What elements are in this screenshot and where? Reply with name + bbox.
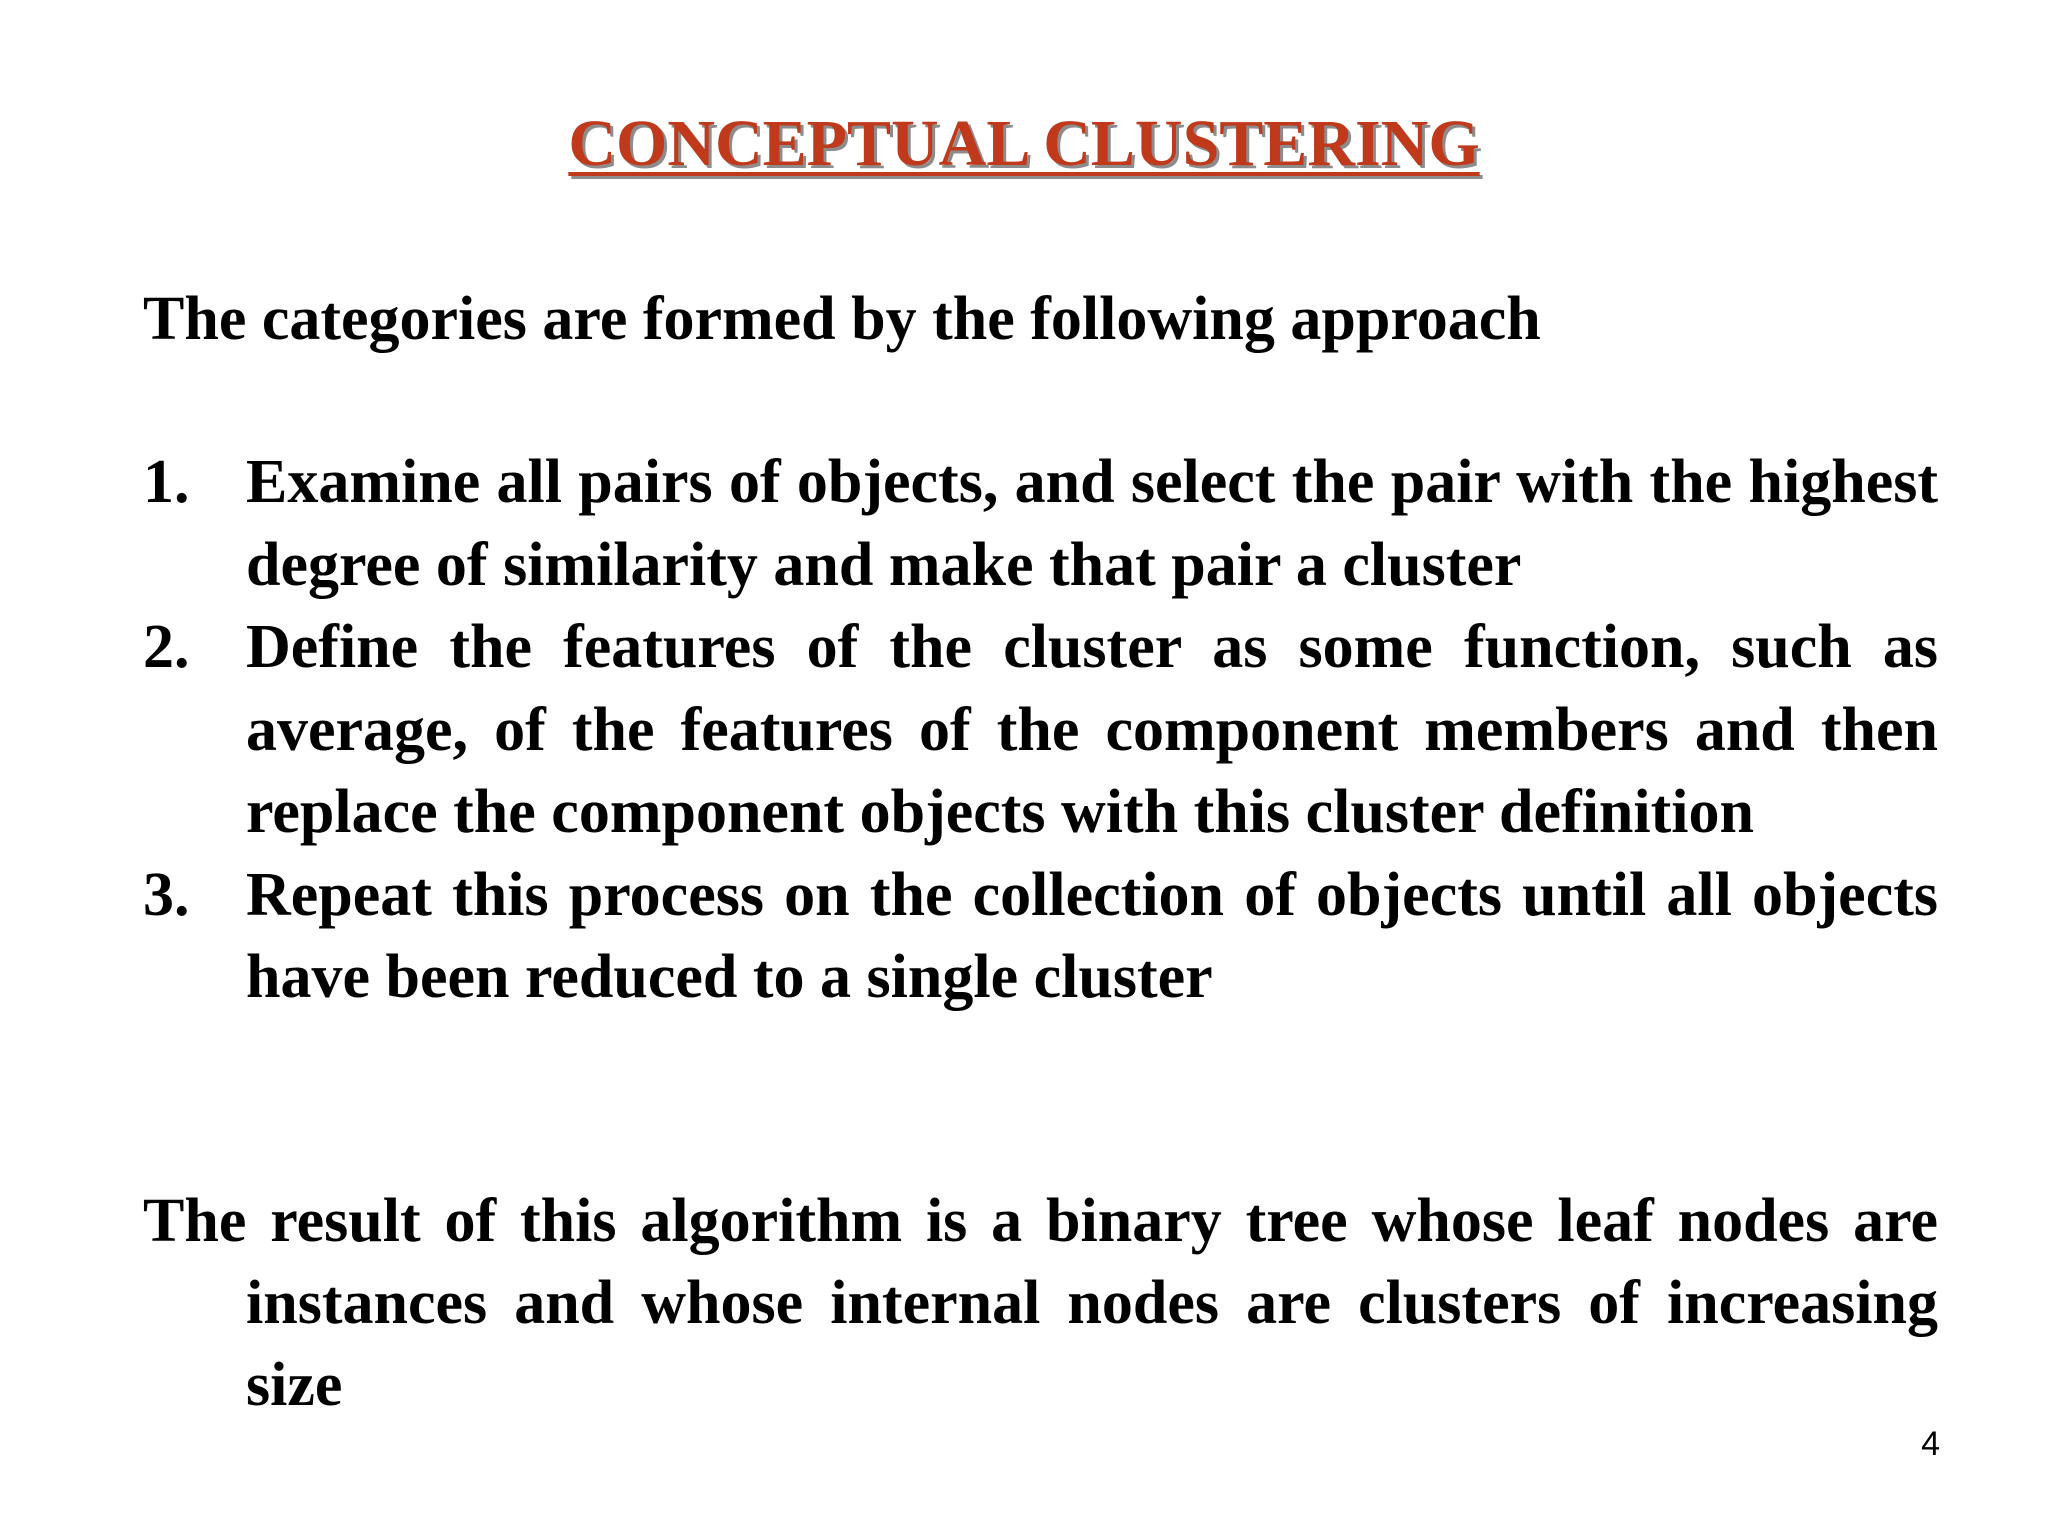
step-item: [143, 606, 1938, 854]
slide-title: CONCEPTUAL CLUSTERING: [568, 107, 1480, 180]
steps-list: [143, 441, 1938, 1019]
step-text: Examine all pairs of objects, and select the pair with the highest degree of similarity and make that pair a cluster: [246, 448, 1938, 599]
step-item: [143, 441, 1938, 606]
step-text: Define the features of the cluster as some function, such as average, of the features of the component members and then replace the component objects with this cluster definition: [246, 613, 1938, 846]
step-number: 2.: [143, 613, 190, 681]
step-text: Repeat this process on the collection of objects until all objects have been reduced to a single cluster: [246, 860, 1938, 1011]
step-number: 3.: [143, 860, 190, 929]
step-number: 1.: [143, 448, 190, 516]
intro-text: The categories are formed by the following approach: [143, 285, 1541, 353]
step-item: [143, 854, 1938, 1019]
page-number: 4: [1921, 1425, 1940, 1463]
result-text: The result of this algorithm is a binary tree whose leaf nodes are instances and whose internal nodes are clusters of increasing size: [143, 1187, 1938, 1419]
